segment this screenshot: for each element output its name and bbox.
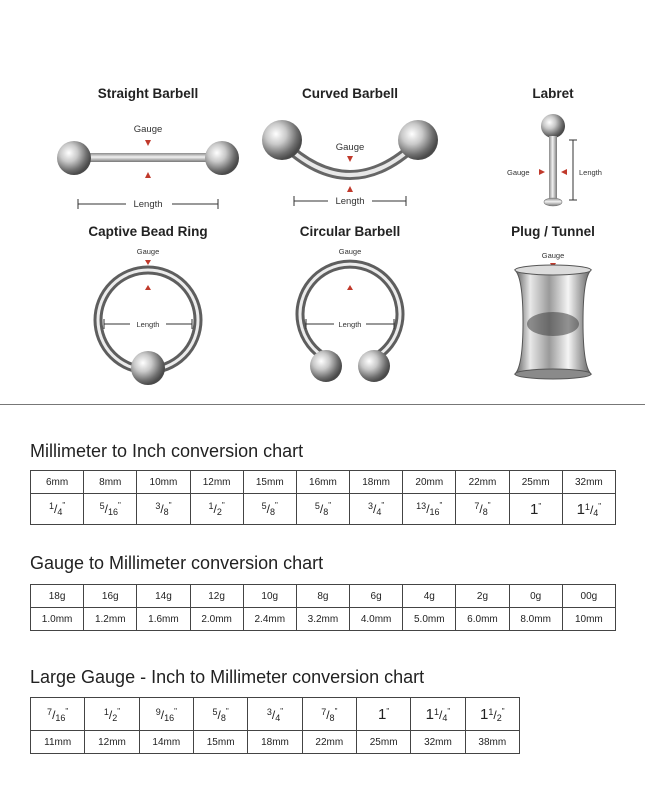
mm-cell: 18mm — [248, 731, 302, 754]
curved-barbell-title: Curved Barbell — [301, 86, 399, 101]
inch-cell: $^5/_8^"$ — [243, 494, 296, 525]
inch-cell: $1^1/_4^"$ — [411, 698, 465, 731]
inch-cell: $1^1/_2^"$ — [465, 698, 519, 731]
curved-barbell-image — [250, 106, 450, 231]
gauge-cell: 16g — [84, 585, 137, 608]
mm-cell: 15mm — [193, 731, 247, 754]
mm-cell: 11mm — [31, 731, 85, 754]
circular-barbell-length-label: Length — [338, 320, 362, 329]
mm-cell: 2.0mm — [190, 608, 243, 631]
mm-cell: 14mm — [139, 731, 193, 754]
inch-cell: $^3/_4^"$ — [350, 494, 403, 525]
gauge-cell: 0g — [509, 585, 562, 608]
gauge-cell: 18g — [31, 585, 84, 608]
mm-cell: 25mm — [509, 471, 562, 494]
captive-bead-ring-title: Captive Bead Ring — [88, 224, 208, 239]
mm-cell: 4.0mm — [350, 608, 403, 631]
inch-cell: $^3/_4^"$ — [248, 698, 302, 731]
mm-cell: 16mm — [296, 471, 349, 494]
mm-cell: 15mm — [243, 471, 296, 494]
gauge-cell: 4g — [403, 585, 456, 608]
inch-cell: $^1/_2^"$ — [190, 494, 243, 525]
mm-cell: 1.6mm — [137, 608, 190, 631]
inch-cell: $^1/_2^"$ — [85, 698, 139, 731]
inch-cell: $^9/_{16}^"$ — [139, 698, 193, 731]
gauge-cell: 2g — [456, 585, 509, 608]
inch-cell: $^5/_{16}^"$ — [84, 494, 137, 525]
labret — [453, 86, 645, 177]
gauge-mm-table-gauge-row — [31, 585, 616, 608]
gauge-cell: 14g — [137, 585, 190, 608]
circular-barbell-image — [250, 242, 450, 412]
straight-barbell-length-label: Length — [133, 199, 163, 210]
plug-tunnel — [453, 224, 645, 260]
gauge-mm-table-mm-row — [31, 608, 616, 631]
captive-bead-ring — [48, 224, 248, 329]
mm-cell: 32mm — [562, 471, 615, 494]
curved-barbell-gauge-label: Gauge — [335, 142, 365, 153]
plug-tunnel-title: Plug / Tunnel — [511, 224, 595, 239]
gauge-cell: 8g — [296, 585, 349, 608]
captive-bead-ring-image — [48, 242, 248, 412]
mm-cell: 22mm — [302, 731, 356, 754]
labret-image — [453, 106, 645, 226]
mm-cell: 1.0mm — [31, 608, 84, 631]
inch-cell: $^5/_8^"$ — [193, 698, 247, 731]
captive-bead-ring-gauge-label: Gauge — [136, 247, 160, 256]
curved-barbell — [250, 86, 450, 207]
inch-cell: $^1/_4^"$ — [31, 494, 84, 525]
large-gauge-table — [30, 697, 520, 754]
jewelry-diagrams — [0, 0, 645, 400]
inch-cell: $^7/_{16}^"$ — [31, 698, 85, 731]
mm-cell: 6.0mm — [456, 608, 509, 631]
plug-tunnel-image — [453, 242, 645, 412]
straight-barbell-title: Straight Barbell — [97, 86, 199, 101]
section-divider — [0, 404, 645, 405]
mm-cell: 1.2mm — [84, 608, 137, 631]
mm-cell: 6mm — [31, 471, 84, 494]
circular-barbell-title: Circular Barbell — [299, 224, 401, 239]
gauge-cell: 12g — [190, 585, 243, 608]
mm-cell: 2.4mm — [243, 608, 296, 631]
mm-cell: 12mm — [85, 731, 139, 754]
mm-cell: 10mm — [562, 608, 615, 631]
gauge-mm-table — [30, 584, 616, 631]
inch-cell: $^3/_8^"$ — [137, 494, 190, 525]
mm-cell: 22mm — [456, 471, 509, 494]
captive-bead-ring-length-label: Length — [136, 320, 160, 329]
mm-cell: 12mm — [190, 471, 243, 494]
mm-cell: 3.2mm — [296, 608, 349, 631]
mm-cell: 38mm — [465, 731, 519, 754]
mm-cell: 5.0mm — [403, 608, 456, 631]
mm-inch-table-inch-row — [31, 494, 616, 525]
large-gauge-chart-title: Large Gauge - Inch to Millimeter conversion chart — [30, 667, 425, 687]
straight-barbell — [48, 86, 248, 210]
labret-title: Labret — [532, 86, 574, 101]
mm-inch-table — [30, 470, 616, 525]
labret-length-label: Length — [579, 168, 602, 177]
gauge-cell: 6g — [350, 585, 403, 608]
plug-tunnel-gauge-label: Gauge — [541, 251, 565, 260]
gauge-cell: 10g — [243, 585, 296, 608]
mm-cell: 8mm — [84, 471, 137, 494]
inch-cell: 1" — [356, 698, 410, 731]
inch-cell: 1" — [509, 494, 562, 525]
mm-cell: 10mm — [137, 471, 190, 494]
mm-cell: 20mm — [403, 471, 456, 494]
mm-inch-table-mm-row — [31, 471, 616, 494]
mm-inch-chart-title: Millimeter to Inch conversion chart — [30, 441, 304, 461]
gauge-cell: 00g — [562, 585, 615, 608]
large-gauge-table-inch-row — [31, 698, 520, 731]
mm-cell: 8.0mm — [509, 608, 562, 631]
inch-cell: $^{13}/_{16}^"$ — [403, 494, 456, 525]
inch-cell: $^7/_8^"$ — [302, 698, 356, 731]
mm-cell: 18mm — [350, 471, 403, 494]
straight-barbell-gauge-label: Gauge — [133, 124, 163, 135]
labret-gauge-label: Gauge — [507, 168, 530, 177]
large-gauge-table-mm-row — [31, 731, 520, 754]
mm-cell: 25mm — [356, 731, 410, 754]
inch-cell: $1^1/_4^"$ — [562, 494, 615, 525]
inch-cell: $^7/_8^"$ — [456, 494, 509, 525]
curved-barbell-length-label: Length — [335, 196, 365, 207]
circular-barbell-gauge-label: Gauge — [338, 247, 362, 256]
gauge-mm-chart-title: Gauge to Millimeter conversion chart — [30, 553, 324, 573]
inch-cell: $^5/_8^"$ — [296, 494, 349, 525]
mm-cell: 32mm — [411, 731, 465, 754]
circular-barbell — [250, 224, 450, 329]
straight-barbell-image — [48, 106, 248, 226]
